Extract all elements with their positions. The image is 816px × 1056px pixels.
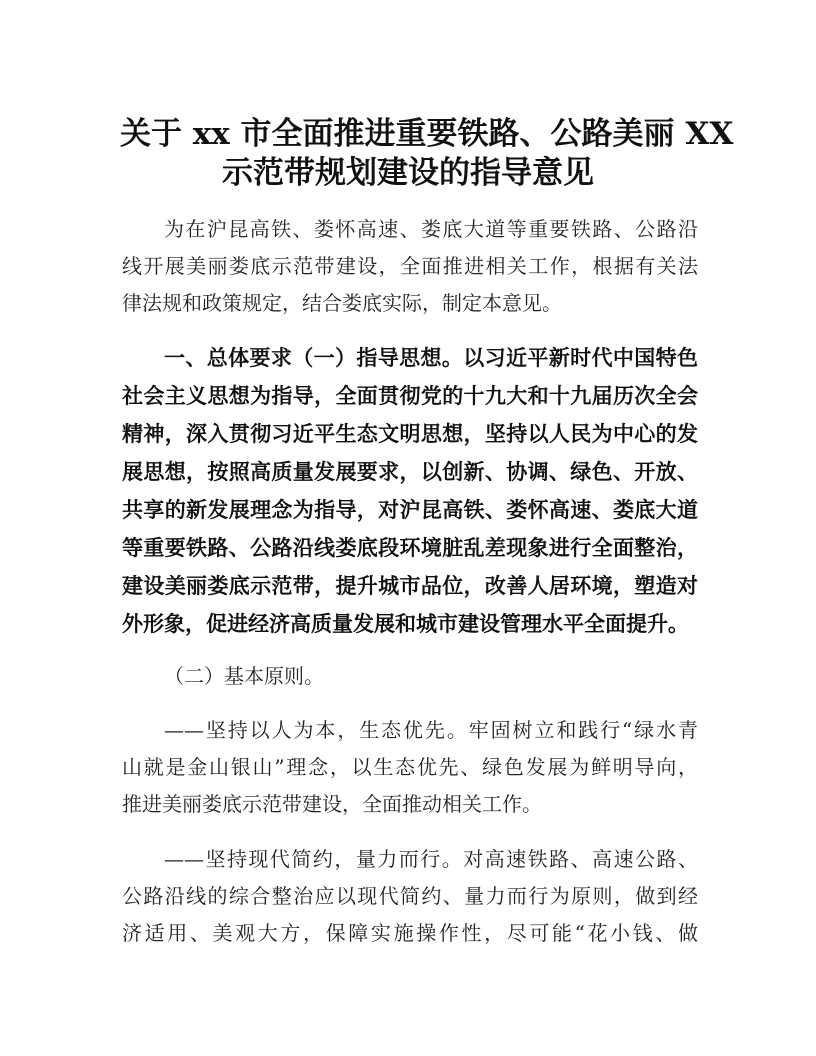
- section1-line: 精神，深入贯彻习近平生态文明思想，坚持以人民为中心的发: [122, 422, 698, 446]
- principle2-line: 济适用、美观大方，保障实施操作性，尽可能“花小钱、做: [122, 921, 698, 945]
- section1-line: 展思想，按照高质量发展要求，以创新、协调、绿色、开放、: [122, 460, 698, 484]
- intro-line: 为在沪昆高铁、娄怀高速、娄底大道等重要铁路、公路沿: [164, 217, 698, 241]
- section1-paragraph: [122, 339, 698, 643]
- principle1-paragraph: [122, 712, 698, 823]
- intro-line: 律法规和政策规定，结合娄底实际，制定本意见。: [122, 291, 562, 315]
- section1-line: 外形象，促进经济高质量发展和城市建设管理水平全面提升。: [122, 612, 689, 636]
- intro-paragraph: [122, 211, 698, 322]
- principle2-line: ——坚持现代简约，量力而行。对高速铁路、高速公路、: [164, 847, 698, 871]
- principle1-line: 推进美丽娄底示范带建设，全面推动相关工作。: [122, 792, 542, 816]
- principle1-line: 山就是金山银山”理念，以生态优先、绿色发展为鲜明导向，: [122, 755, 698, 779]
- principles-heading: （二）基本原则。: [164, 664, 324, 688]
- principles-heading-block: [122, 658, 698, 695]
- section1-line: 建设美丽娄底示范带，提升城市品位，改善人居环境，塑造对: [122, 574, 698, 598]
- principle2-line: 公路沿线的综合整治应以现代简约、量力而行为原则，做到经: [122, 884, 698, 908]
- document-title-line-2: 示范带规划建设的指导意见: [222, 155, 594, 191]
- principle2-paragraph: [122, 841, 698, 952]
- section1-line: 等重要铁路、公路沿线娄底段环境脏乱差现象进行全面整治，: [122, 536, 698, 560]
- section1-line: 一、总体要求（一）指导思想。以习近平新时代中国特色: [164, 346, 698, 370]
- section1-line: 共享的新发展理念为指导，对沪昆高铁、娄怀高速、娄底大道: [122, 498, 698, 522]
- section1-line: 社会主义思想为指导，全面贯彻党的十九大和十九届历次全会: [122, 384, 698, 408]
- document-title-line-1: 关于 xx 市全面推进重要铁路、公路美丽 XX: [120, 116, 734, 152]
- principle1-line: ——坚持以人为本，生态优先。牢固树立和践行“绿水青: [164, 718, 698, 742]
- intro-line: 线开展美丽娄底示范带建设，全面推进相关工作，根据有关法: [122, 254, 698, 278]
